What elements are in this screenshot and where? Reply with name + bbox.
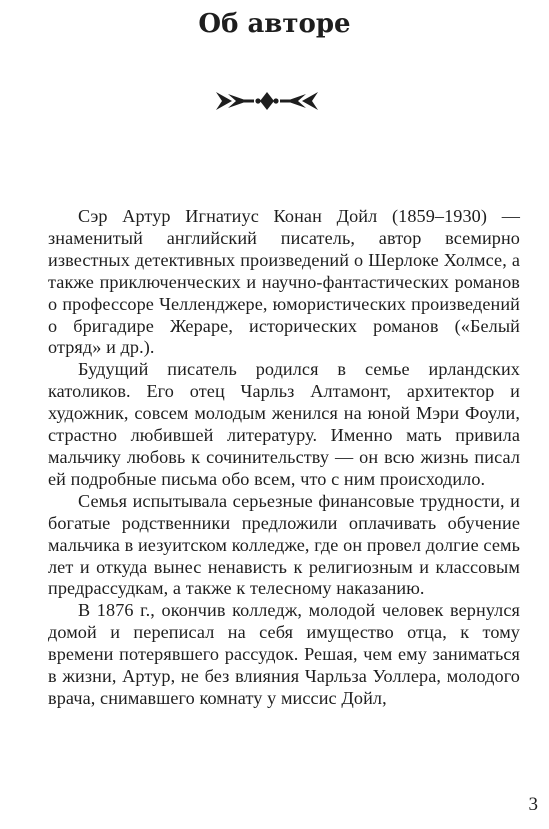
paragraph: Будущий писатель родился в семье ирландских католиков. Его отец Чарльз Алтамонт, архитектор и художник, совсем молодым женился на юной Мэри Фоули, страстно любившей литературу. Именно мать привила мальчику любовь к сочинительству — он всю жизнь писал ей подробные письма обо всем, что с ним происходило. — [48, 359, 520, 489]
page-title: Об авторе — [198, 9, 351, 39]
body-text — [48, 206, 520, 710]
paragraph: В 1876 г., окончив колледж, молодой человек вернулся домой и переписал на себя имущество отца, к тому времени потерявшего рассудок. Решая, чем ему заниматься в жизни, Артур, не без влияния Чарльза Уоллера, молодого врача, снимавшего комнату у миссис Дойл, — [48, 600, 520, 708]
paragraph: Сэр Артур Игнатиус Конан Дойл (1859–1930) — знаменитый английский писатель, автор всемирно известных детективных произведений о Шерлоке Холмсе, а также приключенческих и научно-фантастических романов о профессоре Челленджере, юмористических произведений о бригадире Жераре, исторических романов («Белый отряд» и др.). — [48, 206, 520, 358]
ornamental-divider-icon — [214, 90, 320, 112]
paragraph: Семья испытывала серьезные финансовые трудности, и богатые родственники предложили оплачивать обучение мальчика в иезуитском колледже, где он провел долгие семь лет и откуда вынес ненависть к религиозным и классовым предрассудкам, а также к телесному наказанию. — [48, 490, 520, 599]
page-number: 3 — [528, 794, 538, 815]
